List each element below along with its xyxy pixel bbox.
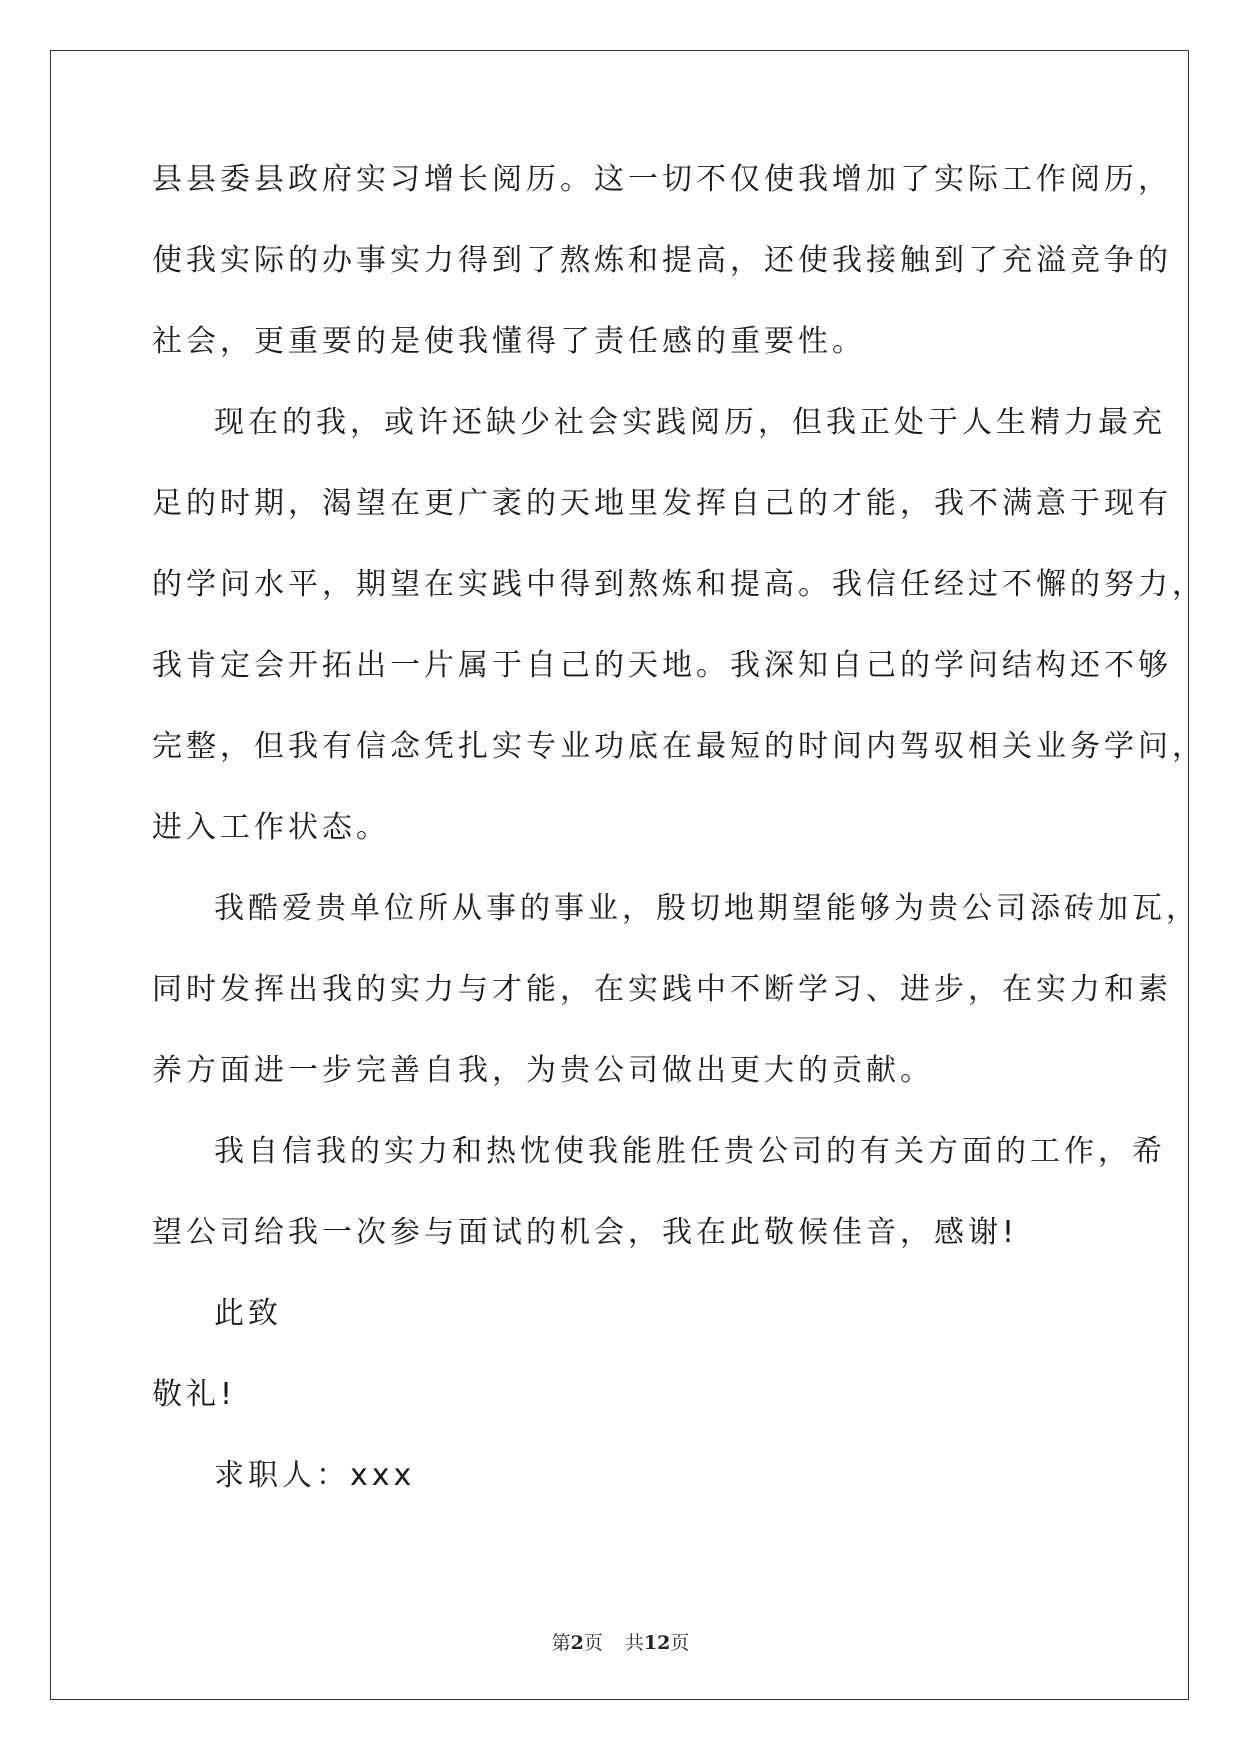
total-suffix: 页 xyxy=(670,1632,690,1654)
body-line-11: 同时发挥出我的实力与才能，在实践中不断学习、进步，在实力和素 xyxy=(152,972,1172,1007)
body-line-14: 望公司给我一次参与面试的机会，我在此敬候佳音，感谢! xyxy=(152,1215,1019,1250)
page-number: 2 xyxy=(570,1632,584,1654)
body-line-4: 现在的我，或许还缺少社会实践阅历，但我正处于人生精力最充 xyxy=(214,405,1166,440)
body-line-2: 使我实际的办事实力得到了熬炼和提高，还使我接触到了充溢竞争的 xyxy=(152,243,1172,278)
page-prefix: 第 xyxy=(551,1632,571,1654)
page-footer xyxy=(0,1628,1241,1655)
signature-line: 求职人：xxx xyxy=(214,1458,416,1493)
page-suffix: 页 xyxy=(583,1632,603,1654)
page-border xyxy=(50,50,1189,1700)
body-line-10: 我酷爱贵单位所从事的事业，殷切地期望能够为贵公司添砖加瓦， xyxy=(214,891,1200,926)
body-line-7: 我肯定会开拓出一片属于自己的天地。我深知自己的学问结构还不够 xyxy=(152,648,1172,683)
total-prefix: 共 xyxy=(624,1632,644,1654)
body-line-8: 完整，但我有信念凭扎实专业功底在最短的时间内驾驭相关业务学问， xyxy=(152,729,1206,764)
body-line-6: 的学问水平，期望在实践中得到熬炼和提高。我信任经过不懈的努力， xyxy=(152,567,1206,602)
body-line-5: 足的时期，渴望在更广袤的天地里发挥自己的才能，我不满意于现有 xyxy=(152,486,1172,521)
body-line-12: 养方面进一步完善自我，为贵公司做出更大的贡献。 xyxy=(152,1053,934,1088)
body-line-1: 县县委县政府实习增长阅历。这一切不仅使我增加了实际工作阅历， xyxy=(152,162,1172,197)
body-line-9: 进入工作状态。 xyxy=(152,810,390,845)
closing-salutation: 此致 xyxy=(214,1296,282,1331)
total-pages: 12 xyxy=(643,1632,671,1654)
body-line-13: 我自信我的实力和热忱使我能胜任贵公司的有关方面的工作，希 xyxy=(214,1134,1166,1169)
body-line-3: 社会，更重要的是使我懂得了责任感的重要性。 xyxy=(152,324,866,359)
closing-regards: 敬礼! xyxy=(152,1377,237,1412)
